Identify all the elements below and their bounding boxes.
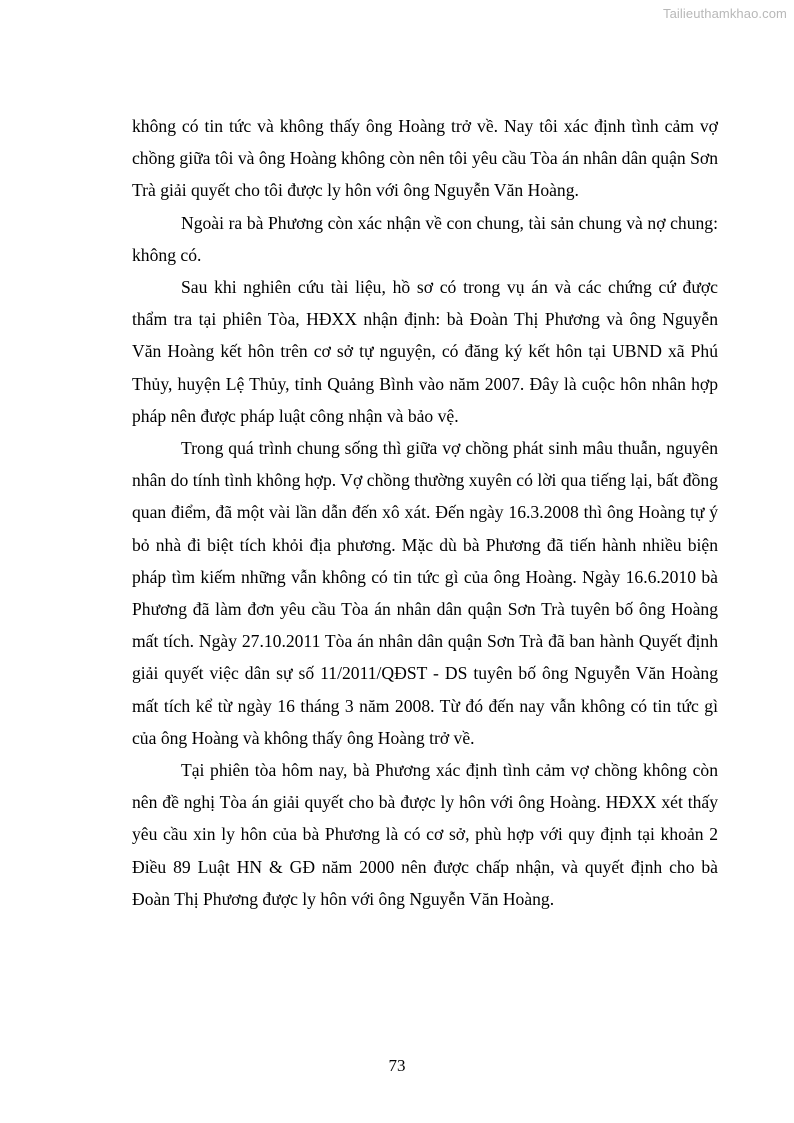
document-body (132, 110, 718, 915)
paragraph-continuation: không có tin tức và không thấy ông Hoàng trở về. Nay tôi xác định tình cảm vợ chồng giữa tôi và ông Hoàng không còn nên tôi yêu cầu Tòa án nhân dân quận Sơn Trà giải quyết cho tôi được ly hôn với ông Nguyễn Văn Hoàng. (132, 116, 718, 201)
paragraph-court-findings: Sau khi nghiên cứu tài liệu, hồ sơ có trong vụ án và các chứng cứ được thẩm tra tại phiên Tòa, HĐXX nhận định: bà Đoàn Thị Phương và ông Nguyễn Văn Hoàng kết hôn trên cơ sở tự nguyện, có đăng ký kết hôn tại UBND xã Phú Thủy, huyện Lệ Thủy, tỉnh Quảng Bình vào năm 2007. Đây là cuộc hôn nhân hợp pháp nên được pháp luật công nhận và bảo vệ. (132, 277, 718, 426)
watermark-text: Tailieuthamkhao.com (662, 6, 787, 21)
paragraph-marriage-conflict: Trong quá trình chung sống thì giữa vợ chồng phát sinh mâu thuẫn, nguyên nhân do tính tình không hợp. Vợ chồng thường xuyên có lời qua tiếng lại, bất đồng quan điểm, đã một vài lần dẫn đến xô xát. Đến ngày 16.3.2008 thì ông Hoàng tự ý bỏ nhà đi biệt tích khỏi địa phương. Mặc dù bà Phương đã tiến hành nhiều biện pháp tìm kiếm những vẫn không có tin tức gì của ông Hoàng. Ngày 16.6.2010 bà Phương đã làm đơn yêu cầu Tòa án nhân dân quận Sơn Trà tuyên bố ông Hoàng mất tích. Ngày 27.10.2011 Tòa án nhân dân quận Sơn Trà đã ban hành Quyết định giải quyết việc dân sự số 11/2011/QĐST - DS tuyên bố ông Nguyễn Văn Hoàng mất tích kể từ ngày 16 tháng 3 năm 2008. Từ đó đến nay vẫn không có tin tức gì của ông Hoàng và không thấy ông Hoàng trở về. (132, 438, 718, 748)
paragraph-decision: Tại phiên tòa hôm nay, bà Phương xác định tình cảm vợ chồng không còn nên đề nghị Tòa án giải quyết cho bà được ly hôn với ông Hoàng. HĐXX xét thấy yêu cầu xin ly hôn của bà Phương là có cơ sở, phù hợp với quy định tại khoản 2 Điều 89 Luật HN & GĐ năm 2000 nên được chấp nhận, và quyết định cho bà Đoàn Thị Phương được ly hôn với ông Nguyễn Văn Hoàng. (132, 760, 718, 909)
page-number: 73 (388, 1056, 406, 1075)
paragraph-additional-claims: Ngoài ra bà Phương còn xác nhận về con chung, tài sản chung và nợ chung: không có. (132, 212, 718, 265)
